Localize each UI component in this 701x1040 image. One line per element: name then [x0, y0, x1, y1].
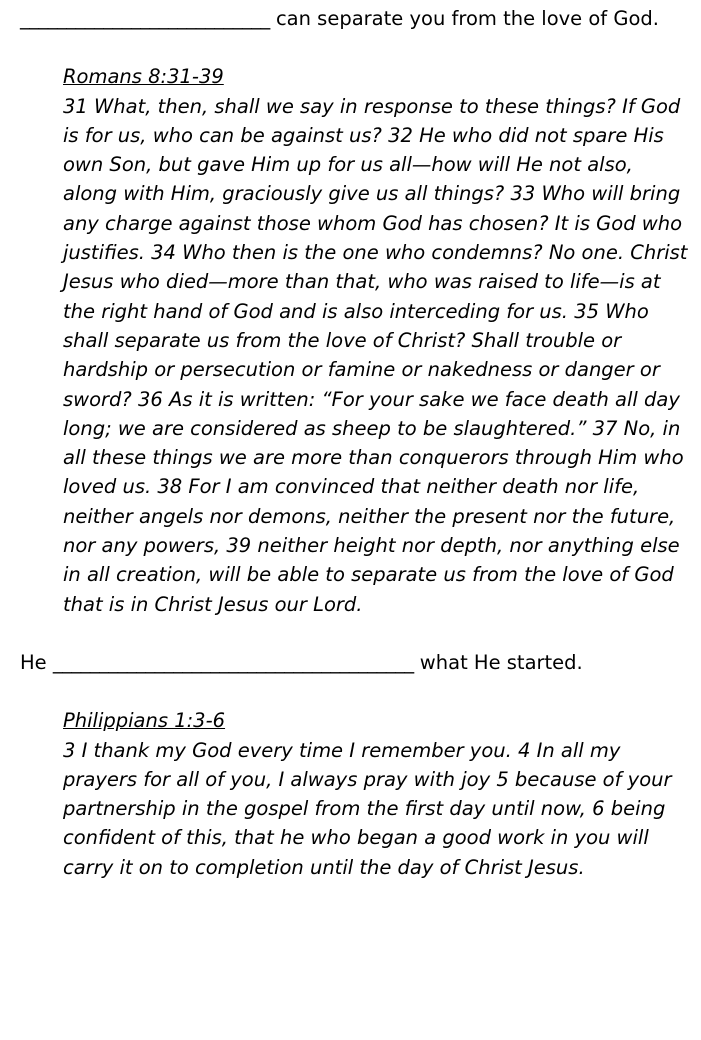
fill-in-statement-2	[20, 648, 688, 677]
statement-1-text: can separate you from the love of God.	[269, 7, 659, 30]
spacer	[20, 33, 688, 62]
spacer	[20, 677, 688, 706]
passage-text-romans: 31 What, then, shall we say in response to these things? If God is for us, who can be against us? 32 He who did not spare His own Son, but gave Him up for us all—how will He not also, along with Him, graciously give us all things? 33 Who will bring any charge against those whom God has chosen? It is God who justifies. 34 Who then is the one who condemns? No one. Christ Jesus who died—more than that, who was raised to life—is at the right hand of God and is also interceding for us. 35 Who shall separate us from the love of Christ? Shall trouble or hardship or persecution or famine or nakedness or danger or sword? 36 As it is written: “For your sake we face death all day long; we are considered as sheep to be slaughtered.” 37 No, in all these things we are more than conquerors through Him who loved us. 38 For I am convinced that neither death nor life, neither angels nor demons, neither the present nor the future, nor any powers, 39 neither height nor depth, nor anything else in all creation, will be able to separate us from the love of God that is in Christ Jesus our Lord.	[63, 94, 688, 616]
statement-2-text: what He started.	[413, 650, 583, 674]
worksheet-page	[20, 4, 688, 882]
passage-text-philippians: 3 I thank my God every time I remember you. 4 In all my prayers for all of you, I always pray with joy 5 because of your partnership in the gospel from the first day until now, 6 being confident of this, that he who began a good work in you will carry it on to completion until the day of Christ Jesus.	[63, 738, 672, 879]
scripture-passage-philippians	[63, 706, 693, 882]
passage-reference-philippians: Philippians 1:3-6	[63, 709, 226, 733]
fill-in-statement-1	[20, 4, 688, 33]
spacer	[20, 619, 688, 648]
answer-blank-2[interactable]: _______________________________________	[52, 650, 414, 674]
passage-reference-romans: Romans 8:31-39	[63, 65, 224, 89]
statement-2-lead: He	[20, 650, 53, 674]
scripture-passage-romans	[63, 62, 693, 619]
answer-blank-1[interactable]: ___________________________	[20, 7, 270, 30]
